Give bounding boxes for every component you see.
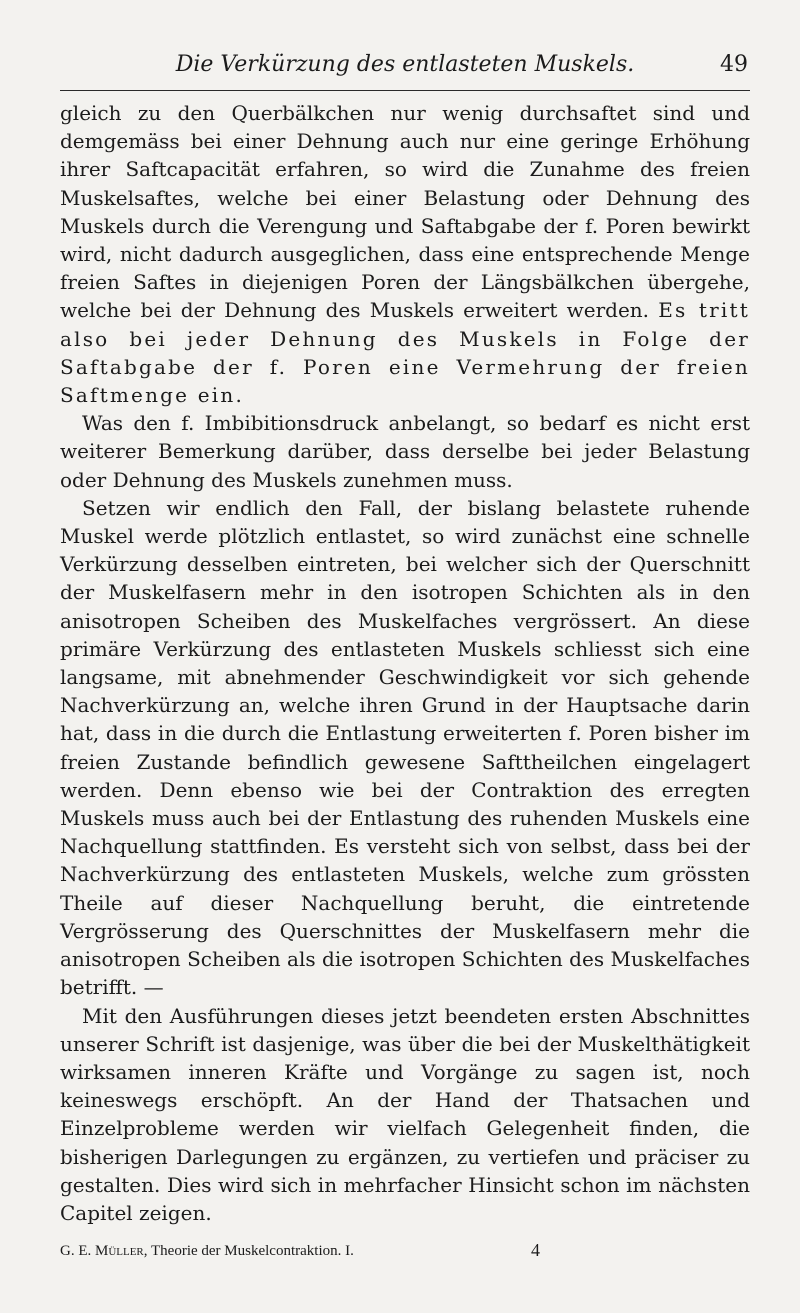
paragraph (60, 409, 750, 494)
paragraph (60, 99, 750, 409)
paragraph-text: Mit den Ausführungen dieses jetzt beendeten ersten Abschnittes unserer Schrift ist dasjenige, was über die bei der Muskelthätigkeit wirksamen inneren Kräfte und Vorgänge zu sagen ist, noch keineswegs erschöpft. An der Hand der Thatsachen und Einzelprobleme werden wir vielfach Gelegenheit finden, die bisherigen Darlegungen zu ergänzen, zu vertiefen und präciser zu gestalten. Dies wird sich in mehrfacher Hinsicht schon im nächsten Capitel zeigen. (60, 1003, 750, 1225)
book-page (60, 50, 750, 1227)
running-title: Die Verkürzung des entlasteten Muskels. (175, 52, 635, 77)
running-header (60, 50, 750, 91)
page-number: 49 (720, 52, 748, 77)
body-text (60, 99, 750, 1227)
paragraph-text: gleich zu den Querbälkchen nur wenig durchsaftet sind und demgemäss bei einer Dehnung auch nur eine geringe Erhöhung ihrer Saftcapacität erfahren, so wird die Zunahme des freien Muskelsaftes, welche bei einer Belastung oder Dehnung des Muskels durch die Verengung und Saftabgabe der f. Poren bewirkt wird, nicht dadurch ausgeglichen, dass eine entsprechende Menge freien Saftes in diejenigen Poren der Längsbälkchen übergehe, welche bei der Dehnung des Muskels erweitert werden. (60, 101, 750, 323)
paragraph-text: Setzen wir endlich den Fall, der bislang belastete ruhende Muskel werde plötzlich entlastet, so wird zunächst eine schnelle Verkürzung desselben eintreten, bei welcher sich der Querschnitt der Muskelfasern mehr in den isotropen Schichten als in den anisotropen Scheiben des Muskelfaches vergrössert. An diese primäre Verkürzung des entlasteten Muskels schliesst sich eine langsame, mit abnehmender Geschwindigkeit vor sich gehende Nachverkürzung an, welche ihren Grund in der Hauptsache darin hat, dass in die durch die Entlastung erweiterten f. Poren bisher im freien Zustande befindlich gewesene Safttheilchen eingelagert werden. Denn ebenso wie bei der Contraktion des erregten Muskels muss auch bei der Entlastung des ruhenden Muskels eine Nachquellung stattfinden. Es versteht sich von selbst, dass bei der Nachverkürzung des entlasteten Muskels, welche zum grössten Theile auf dieser Nachquellung beruht, die eintretende Vergrösserung des Querschnittes der Muskelfasern mehr die anisotropen Scheiben als die isotropen Schichten des Muskelfaches betrifft. — (60, 495, 750, 1000)
paragraph (60, 494, 750, 1002)
emphasized-text: Es tritt also bei jeder Dehnung des Muskels in Folge der Saftabgabe der f. Poren eine Vermehrung der freien Saftmenge ein. (60, 298, 751, 408)
signature-mark: 4 (531, 1240, 540, 1260)
paragraph-text: Was den f. Imbibitionsdruck anbelangt, so bedarf es nicht erst weiterer Bemerkung darüber, dass derselbe bei jeder Belastung oder Dehnung des Muskels zunehmen muss. (60, 411, 750, 492)
paragraph (60, 1002, 750, 1228)
footer-work: Theorie der Muskelcontraktion. I. (147, 1243, 354, 1259)
footer (60, 1240, 540, 1260)
footer-author: G. E. Müller, (60, 1243, 148, 1259)
